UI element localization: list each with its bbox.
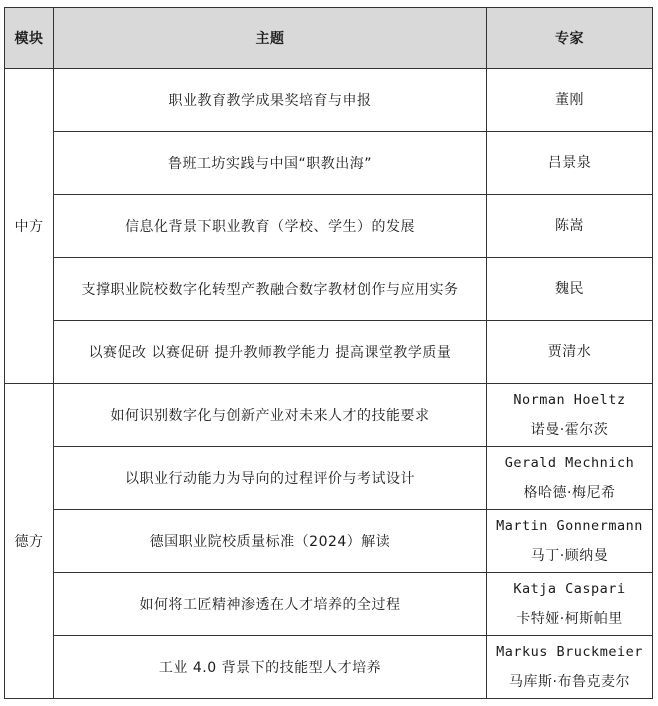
expert-name-zh: 魏民 [555, 281, 584, 297]
expert-cell [487, 510, 653, 573]
table-row [5, 384, 653, 447]
expert-name-en: Markus Bruckmeier [496, 644, 643, 660]
table-row [5, 573, 653, 636]
topic-cell: 以职业行动能力为导向的过程评价与考试设计 [54, 447, 487, 510]
topic-cell: 信息化背景下职业教育（学校、学生）的发展 [54, 195, 487, 258]
header-expert: 专家 [487, 8, 653, 69]
topic-cell: 鲁班工坊实践与中国“职教出海” [54, 132, 487, 195]
expert-cell [487, 132, 653, 195]
table-header-row [5, 8, 653, 69]
table-row [5, 636, 653, 699]
expert-cell [487, 258, 653, 321]
expert-name-zh: 陈嵩 [555, 218, 584, 234]
expert-cell [487, 636, 653, 699]
topic-cell: 如何识别数字化与创新产业对未来人才的技能要求 [54, 384, 487, 447]
expert-name-zh: 格哈德·梅尼希 [523, 485, 616, 501]
expert-name-zh: 马丁·顾纳曼 [530, 548, 609, 564]
table-row [5, 321, 653, 384]
expert-name-zh: 董刚 [555, 92, 584, 108]
topic-cell: 工业 4.0 背景下的技能型人才培养 [54, 636, 487, 699]
module-cell-chinese: 中方 [5, 69, 54, 384]
topic-cell: 如何将工匠精神渗透在人才培养的全过程 [54, 573, 487, 636]
topic-cell: 支撑职业院校数字化转型产教融合数字教材创作与应用实务 [54, 258, 487, 321]
table-row [5, 258, 653, 321]
topic-cell: 以赛促改 以赛促研 提升教师教学能力 提高课堂教学质量 [54, 321, 487, 384]
expert-name-en: Katja Caspari [513, 581, 626, 597]
header-topic: 主题 [54, 8, 487, 69]
expert-name-zh: 诺曼·霍尔茨 [530, 422, 609, 438]
expert-cell [487, 321, 653, 384]
expert-topic-table [4, 7, 653, 699]
table-row [5, 132, 653, 195]
expert-cell [487, 447, 653, 510]
topic-cell: 职业教育教学成果奖培育与申报 [54, 69, 487, 132]
expert-name-zh: 马库斯·布鲁克麦尔 [509, 674, 630, 690]
expert-name-zh: 贾清水 [547, 344, 592, 360]
expert-name-en: Gerald Mechnich [504, 455, 635, 471]
module-cell-german: 德方 [5, 384, 54, 699]
expert-name-en: Norman Hoeltz [513, 392, 626, 408]
expert-cell [487, 69, 653, 132]
table-row [5, 447, 653, 510]
expert-name-en: Martin Gonnermann [496, 518, 643, 534]
table-row [5, 69, 653, 132]
expert-cell [487, 384, 653, 447]
expert-name-zh: 卡特娅·柯斯帕里 [516, 611, 623, 627]
expert-cell [487, 573, 653, 636]
header-module: 模块 [5, 8, 54, 69]
expert-name-zh: 吕景泉 [547, 155, 592, 171]
expert-cell [487, 195, 653, 258]
table-row [5, 510, 653, 573]
table-row [5, 195, 653, 258]
topic-cell: 德国职业院校质量标准（2024）解读 [54, 510, 487, 573]
